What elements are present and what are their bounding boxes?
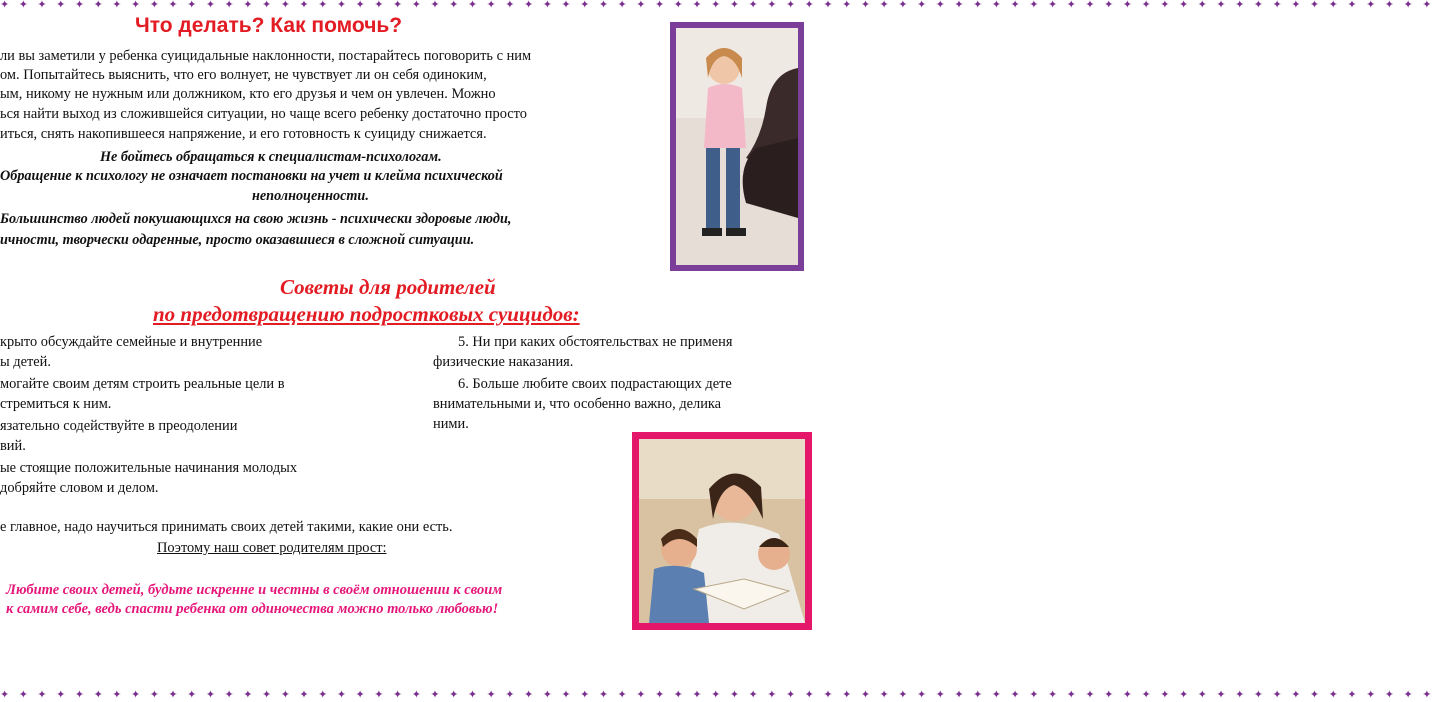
closing-text: е главное, надо научиться принимать своих детей такими, какие они есть. <box>0 519 453 535</box>
advice-line: Поэтому наш совет родителям прост: <box>157 540 387 556</box>
tip-left-3: могайте своим детям строить реальные цели в <box>0 376 285 392</box>
photo-mother-daughter <box>670 22 804 271</box>
intro-line-2: ом. Попытайтесь выяснить, что его волнует, не чувствует ли он себя одиноким, <box>0 67 487 83</box>
photo-mother-reading-children <box>632 432 812 630</box>
tip-left-4: стремиться к ним. <box>0 396 112 412</box>
tip-right-3: 6. Больше любите своих подрастающих дете <box>458 376 732 392</box>
love-message-2: к самим себе, ведь спасти ребенка от одиночества можно только любовью! <box>6 601 499 617</box>
tip-left-1: крыто обсуждайте семейные и внутренние <box>0 334 263 350</box>
page-title: Что делать? Как помочь? <box>135 14 403 37</box>
tip-left-2: ы детей. <box>0 354 51 370</box>
bottom-star-border: ✦ ✦ ✦ ✦ ✦ ✦ ✦ ✦ ✦ ✦ ✦ ✦ ✦ ✦ ✦ ✦ ✦ ✦ ✦ ✦ ✦ ✦ ✦ ✦ ✦ ✦ ✦ ✦ ✦ ✦ ✦ ✦ ✦ ✦ ✦ ✦ ✦ ✦ ✦ ✦ ✦ ✦ ✦ ✦ ✦ ✦ ✦ ✦ ✦ ✦ ✦ ✦ ✦ ✦ ✦ ✦ ✦ ✦ ✦ ✦ ✦ ✦ ✦ ✦ ✦ ✦ ✦ ✦ ✦ ✦ ✦ ✦ ✦ ✦ ✦ ✦ ✦ <box>0 688 1434 701</box>
tip-right-5: ними. <box>433 416 469 432</box>
intro-line-4: ься найти выход из сложившейся ситуации, но чаще всего ребенку достаточно просто <box>0 106 527 122</box>
intro-line-5: иться, снять накопившееся напряжение, и его готовность к суициду снижается. <box>0 126 487 142</box>
tip-right-4: внимательными и, что особенно важно, делика <box>433 396 722 412</box>
majority-text-2: ичности, творчески одаренные, просто оказавшиеся в сложной ситуации. <box>0 232 475 248</box>
top-star-border: ✦ ✦ ✦ ✦ ✦ ✦ ✦ ✦ ✦ ✦ ✦ ✦ ✦ ✦ ✦ ✦ ✦ ✦ ✦ ✦ ✦ ✦ ✦ ✦ ✦ ✦ ✦ ✦ ✦ ✦ ✦ ✦ ✦ ✦ ✦ ✦ ✦ ✦ ✦ ✦ ✦ ✦ ✦ ✦ ✦ ✦ ✦ ✦ ✦ ✦ ✦ ✦ ✦ ✦ ✦ ✦ ✦ ✦ ✦ ✦ ✦ ✦ ✦ ✦ ✦ ✦ ✦ ✦ ✦ ✦ ✦ ✦ ✦ ✦ ✦ ✦ ✦ <box>0 0 1434 11</box>
tip-left-6: вий. <box>0 438 26 454</box>
tip-left-5: язательно содействуйте в преодолении <box>0 418 238 434</box>
love-message-1: Любите своих детей, будьте искренне и честны в своём отношении к своим <box>6 582 503 598</box>
tips-title-line-1: Советы для родителей <box>280 275 496 299</box>
tips-title-line-2: по предотвращению подростковых суицидов: <box>153 302 580 326</box>
tip-left-7: ые стоящие положительные начинания молодых <box>0 460 298 476</box>
psychologist-heading: Не бойтесь обращаться к специалистам-психологам. <box>100 149 442 165</box>
tip-right-2: физические наказания. <box>433 354 574 370</box>
psychologist-text-1: Обращение к психологу не означает постановки на учет и клейма психической <box>0 168 503 184</box>
tip-left-8: добряйте словом и делом. <box>0 480 159 496</box>
psychologist-text-2: неполноценности. <box>252 188 369 204</box>
intro-line-3: ым, никому не нужным или должником, кто его друзья и чем он увлечен. Можно <box>0 86 496 102</box>
intro-line-1: ли вы заметили у ребенка суицидальные наклонности, постарайтесь поговорить с ним <box>0 48 532 64</box>
tip-right-1: 5. Ни при каких обстоятельствах не применя <box>458 334 733 350</box>
majority-text-1: Большинство людей покушающихся на свою жизнь - психически здоровые люди, <box>0 211 512 227</box>
